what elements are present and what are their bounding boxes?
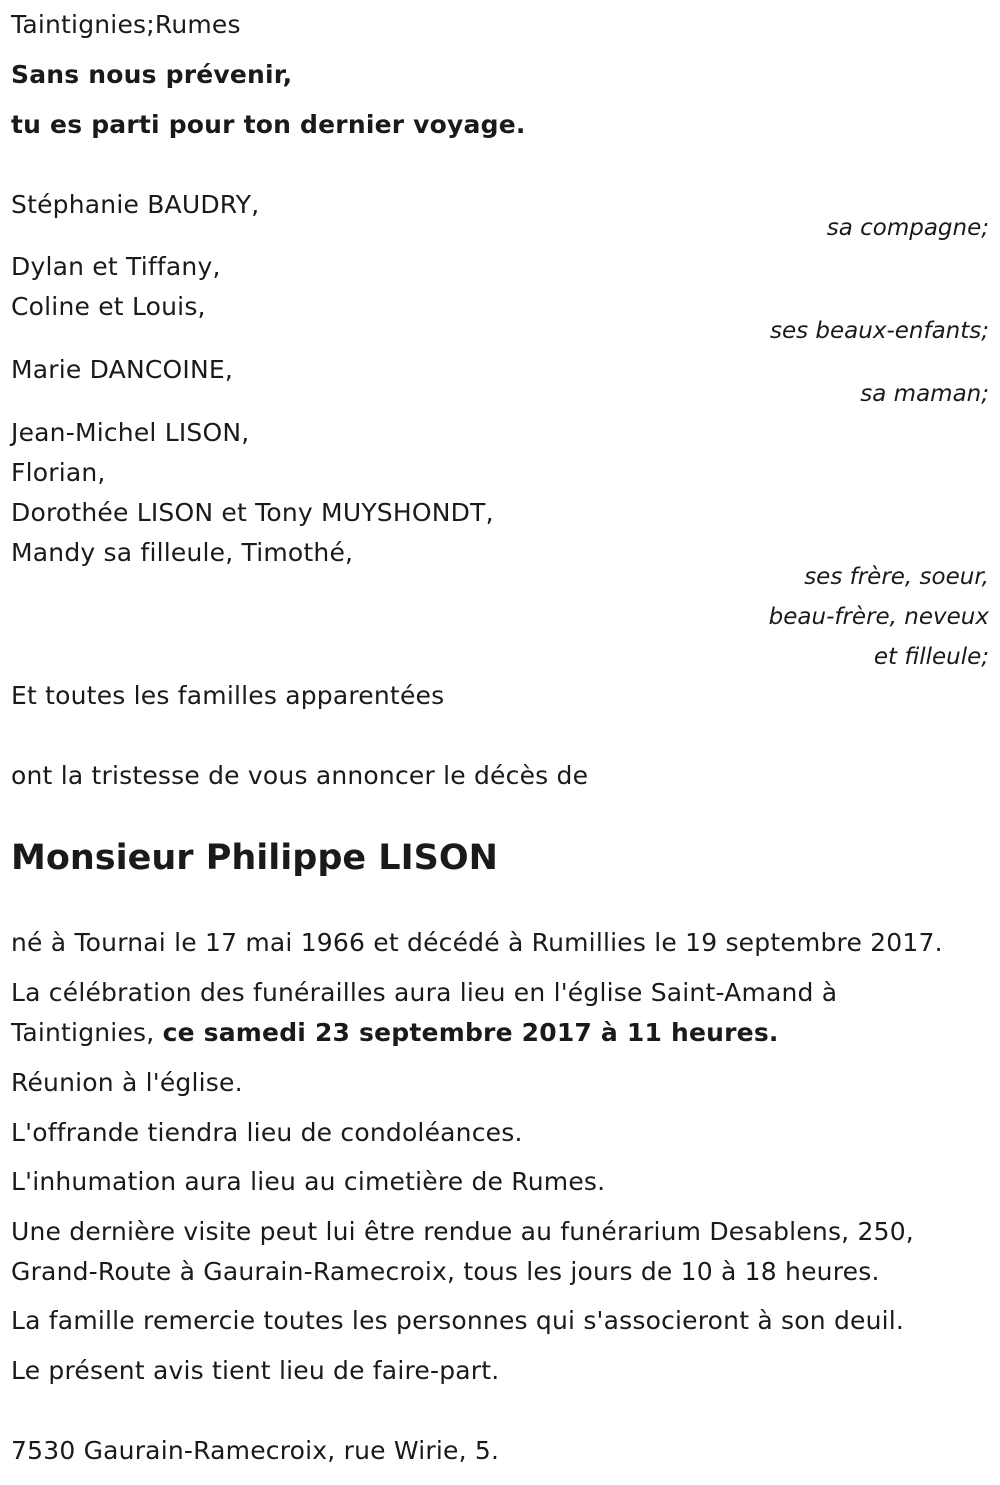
verse-line-2: tu es parti pour ton dernier voyage.	[11, 110, 526, 139]
all-families: Et toutes les familles apparentées	[11, 681, 445, 710]
visit-line-1: Une dernière visite peut lui être rendue au funérarium Desablens, 250,	[11, 1217, 914, 1246]
ceremony-line-2	[11, 1018, 779, 1048]
family-role: ses frère, soeur,	[804, 564, 989, 590]
address: 7530 Gaurain-Ramecroix, rue Wirie, 5.	[11, 1436, 500, 1465]
family-member: Coline et Louis,	[11, 292, 206, 321]
notice: Le présent avis tient lieu de faire-part.	[11, 1356, 500, 1385]
birth-death: né à Tournai le 17 mai 1966 et décédé à Rumillies le 19 septembre 2017.	[11, 928, 943, 957]
family-member: Marie DANCOINE,	[11, 355, 234, 384]
ceremony-line-1: La célébration des funérailles aura lieu en l'église Saint-Amand à	[11, 978, 838, 1007]
family-member: Florian,	[11, 458, 106, 487]
deceased-name: Monsieur Philippe LISON	[11, 838, 498, 878]
family-member: Dorothée LISON et Tony MUYSHONDT,	[11, 498, 494, 527]
verse-line-1: Sans nous prévenir,	[11, 60, 293, 89]
ceremony-place: Taintignies,	[11, 1018, 163, 1047]
burial: L'inhumation aura lieu au cimetière de Rumes.	[11, 1167, 606, 1196]
family-member: Stéphanie BAUDRY,	[11, 190, 260, 219]
family-role: ses beaux-enfants;	[769, 318, 989, 344]
thanks: La famille remercie toutes les personnes qui s'associeront à son deuil.	[11, 1306, 905, 1335]
meeting: Réunion à l'église.	[11, 1068, 243, 1097]
family-member: Dylan et Tiffany,	[11, 252, 221, 281]
ceremony-date: ce samedi 23 septembre 2017 à 11 heures.	[162, 1018, 779, 1047]
family-member: Mandy sa filleule, Timothé,	[11, 538, 354, 567]
family-member: Jean-Michel LISON,	[11, 418, 250, 447]
family-role: et filleule;	[873, 644, 989, 670]
offering: L'offrande tiendra lieu de condoléances.	[11, 1118, 523, 1147]
family-role: sa maman;	[860, 381, 989, 407]
visit-line-2: Grand-Route à Gaurain-Ramecroix, tous les jours de 10 à 18 heures.	[11, 1257, 880, 1286]
place-heading: Taintignies;Rumes	[11, 10, 241, 39]
family-role: sa compagne;	[826, 215, 989, 241]
family-role: beau-frère, neveux	[768, 604, 989, 630]
announcement: ont la tristesse de vous annoncer le décès de	[11, 761, 589, 790]
